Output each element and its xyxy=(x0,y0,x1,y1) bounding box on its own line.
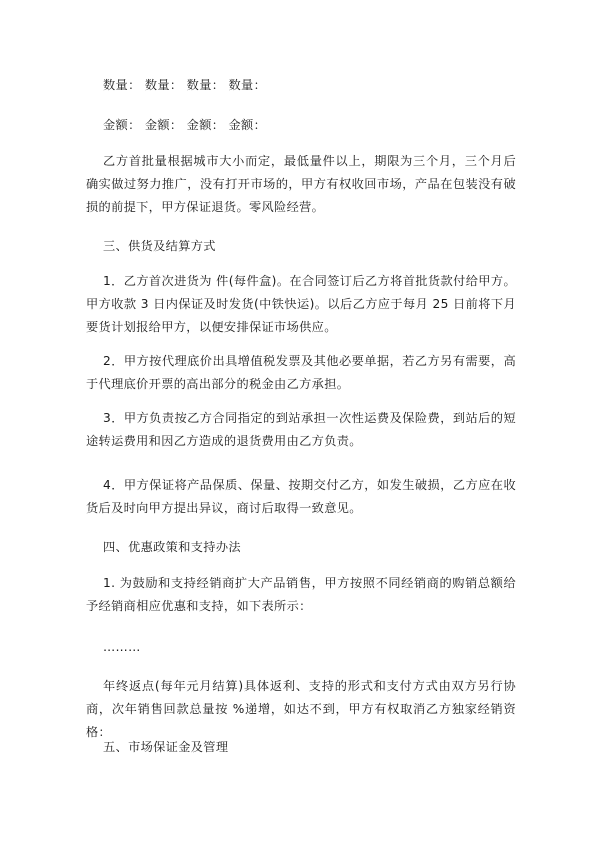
section-4-title: 四、优惠政策和支持办法 xyxy=(103,540,241,554)
section-3-item-2: 2．甲方按代理底价出具增值税发票及其他必要单据，若乙方另有需要，高于代理底价开票的高出部分的税金由乙方承担。 xyxy=(86,354,516,391)
section-3-item-3: 3．甲方负责按乙方合同指定的到站承担一次性运费及保险费，到站后的短途转运费用和因乙方造成的退货费用由乙方负责。 xyxy=(86,411,516,448)
paragraph-first-batch: 乙方首批量根据城市大小而定，最低量件以上，期限为三个月，三个月后确实做过努力推广，没有打开市场的，甲方有权收回市场，产品在包装没有破损的前提下，甲方保证退货。零风险经营。 xyxy=(86,154,516,214)
amount-row: 金额： 金额： 金额： 金额： xyxy=(103,118,267,132)
ellipsis: ……… xyxy=(103,640,141,654)
section-3-item-4: 4．甲方保证将产品保质、保量、按期交付乙方，如发生破损，乙方应在收货后及时向甲方提出异议，商讨后取得一致意见。 xyxy=(86,478,516,515)
section-4-item-1: 1. 为鼓励和支持经销商扩大产品销售，甲方按照不同经销商的购销总额给予经销商相应优惠和支持，如下表所示： xyxy=(86,576,516,613)
quantity-row: 数量： 数量： 数量： 数量： xyxy=(103,78,267,92)
section-3-title: 三、供货及结算方式 xyxy=(103,239,216,253)
section-3-item-1: 1．乙方首次进货为 件(每件盒)。在合同签订后乙方将首批货款付给甲方。甲方收款 3 日内保证及时发货(中铁快运)。以后乙方应于每月 25 日前将下月要货计划报给甲方，以便安排保证市场供应。 xyxy=(86,274,516,334)
paragraph-rebate: 年终返点(每年元月结算)具体返利、支持的形式和支付方式由双方另行协商，次年销售回款总量按 %递增，如达不到，甲方有权取消乙方独家经销资格： xyxy=(86,679,516,739)
section-5-title: 五、市场保证金及管理 xyxy=(103,740,229,754)
